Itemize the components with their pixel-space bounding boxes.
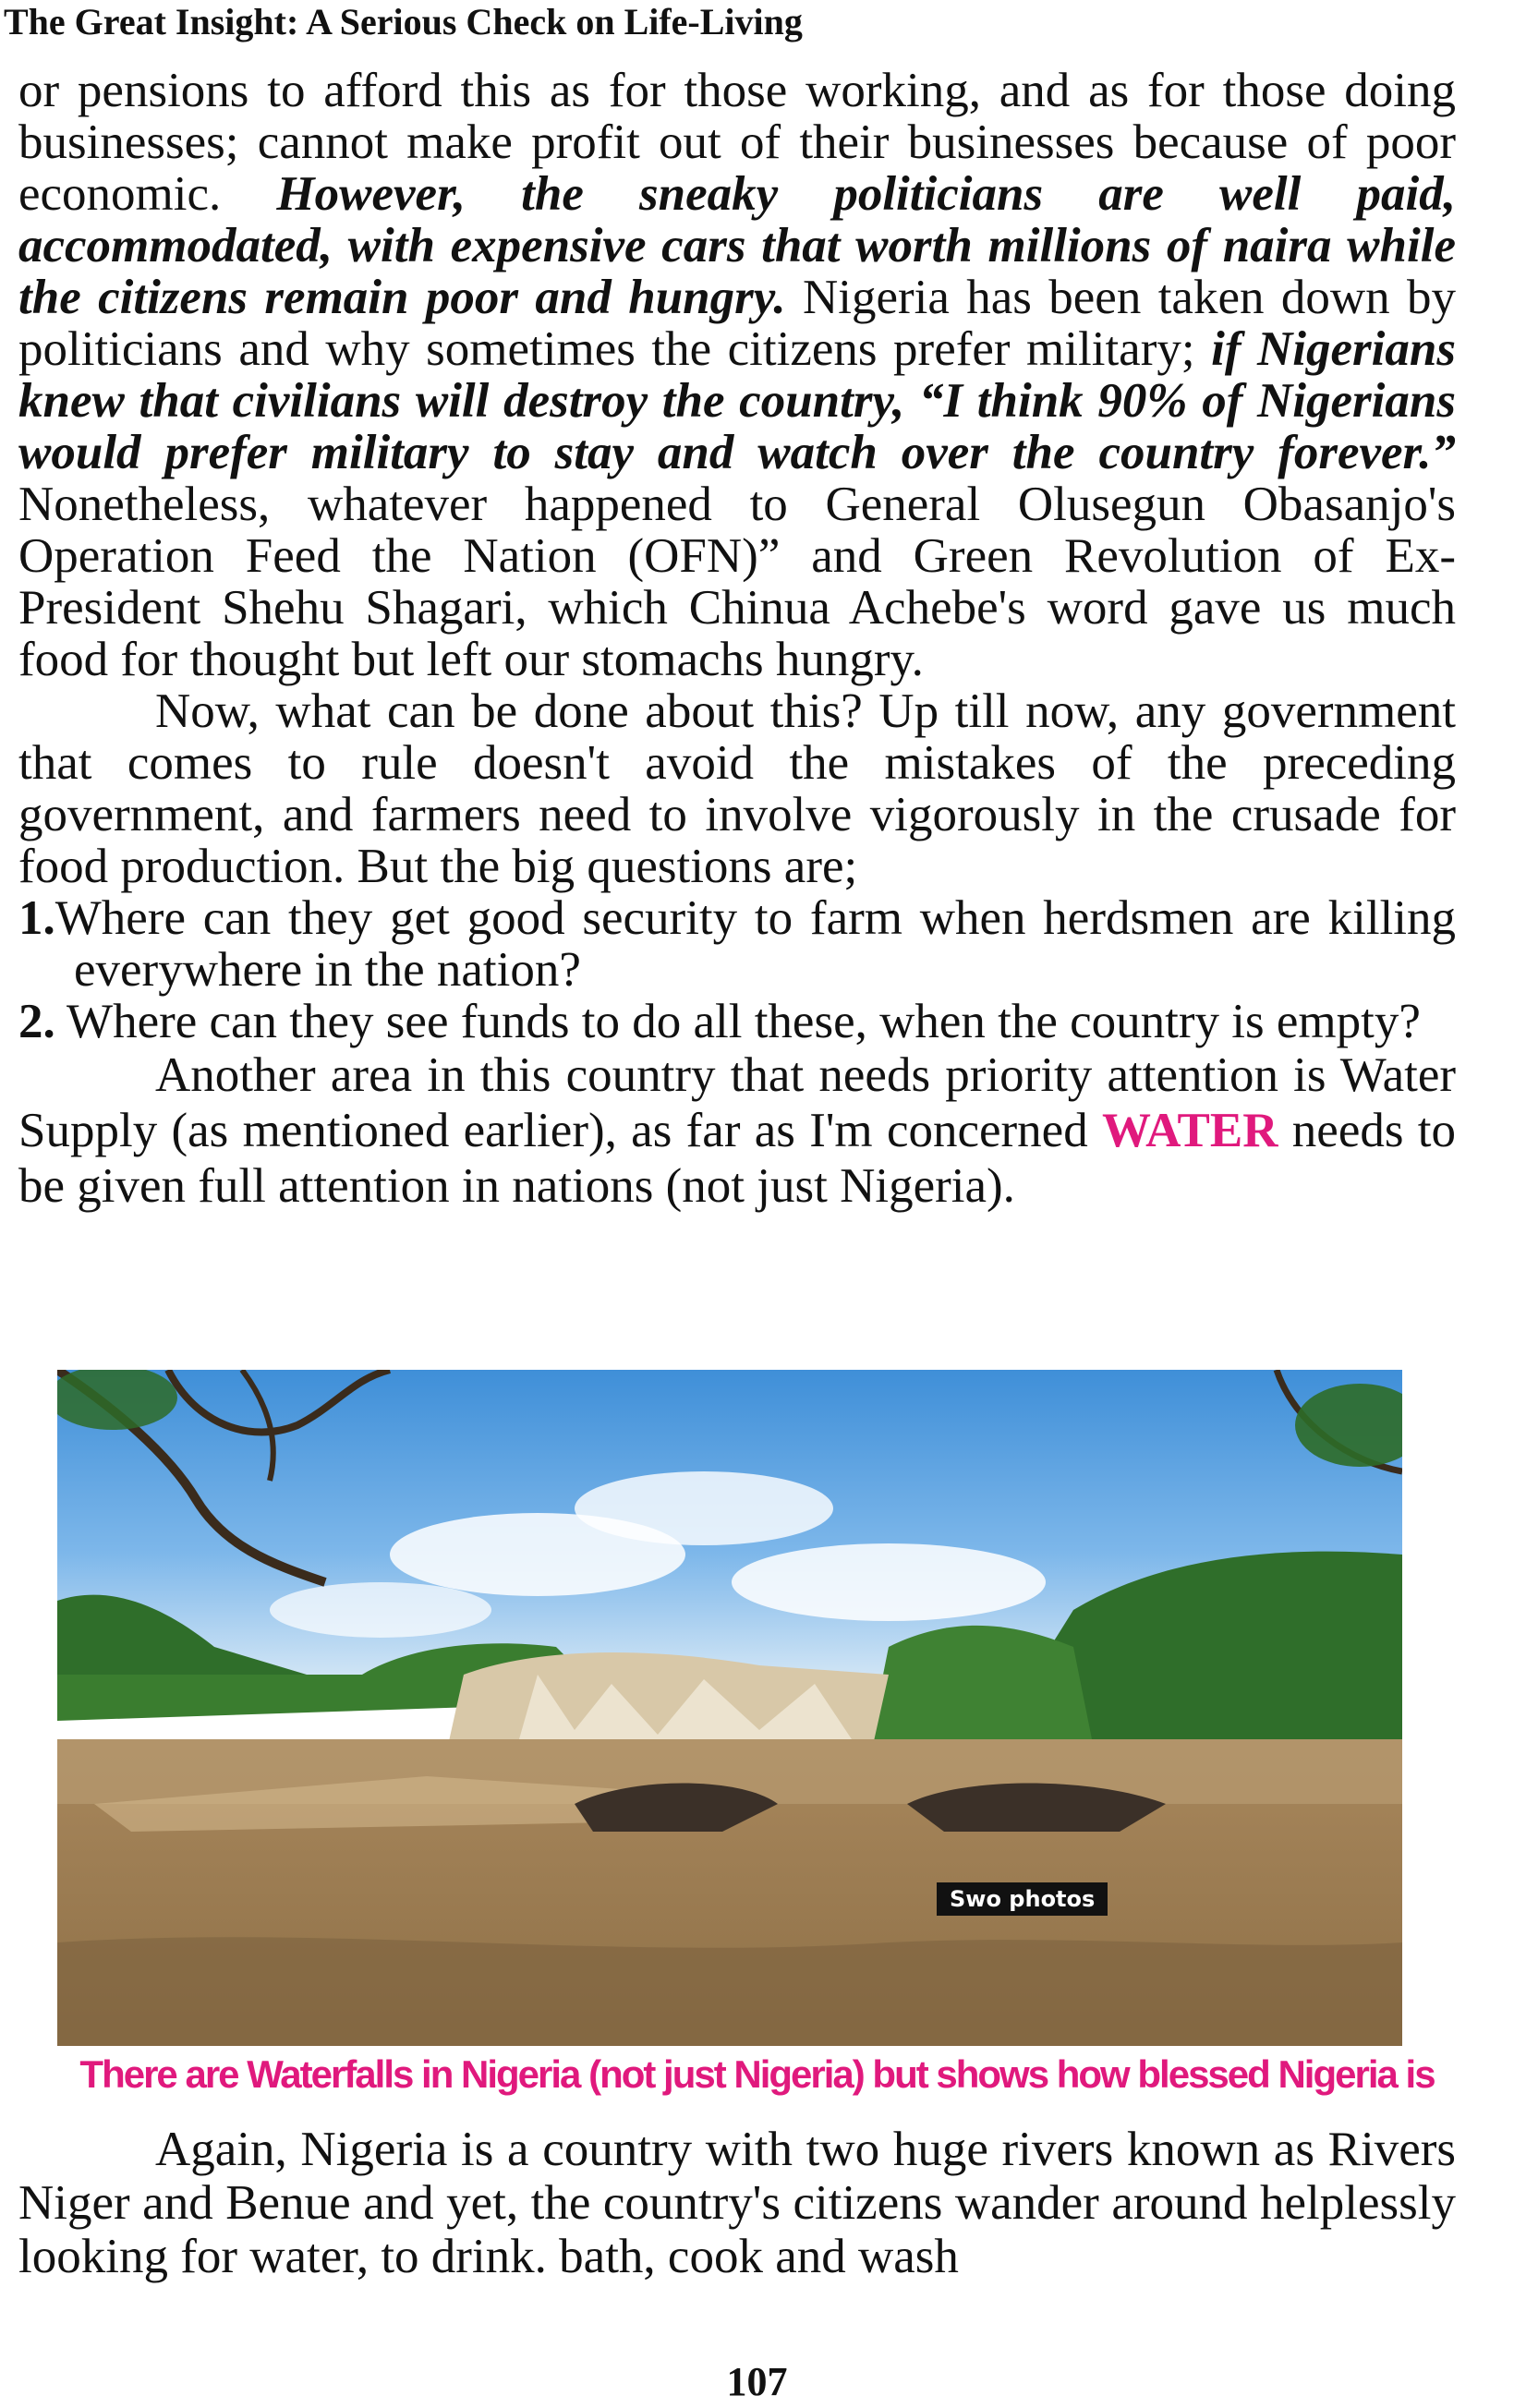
page-number: 107 — [726, 2359, 788, 2404]
waterfall-photo — [57, 1370, 1402, 2046]
photo-watermark: Swo photos — [937, 1882, 1108, 1916]
paragraph-water — [18, 1047, 1456, 1214]
paragraph-text: needs to be given full attention in nations (not just Nigeria). — [18, 1104, 1457, 1213]
list-number: 1. — [18, 891, 55, 945]
paragraph-questions: Now, what can be done about this? Up till now, any government that comes to rule doesn't avoid the mistakes of the preceding government, and farmers need to involve vigorously in the crusade for food production. But the big questions are; — [18, 684, 1456, 893]
list-item-2 — [18, 996, 1456, 1047]
photo-caption: There are Waterfalls in Nigeria (not just Nigeria) but shows how blessed Nigeria is — [79, 2052, 1435, 2096]
waterfall-illustration — [57, 1370, 1402, 2046]
body-text-upper — [18, 65, 1456, 1214]
list-number: 2. — [18, 995, 55, 1048]
list-text: Where can they get good security to farm when herdsmen are killing everywhere in the nation? — [55, 891, 1456, 997]
running-head: The Great Insight: A Serious Check on Life-Living — [4, 1, 803, 42]
list-text: Where can they see funds to do all these, when the country is empty? — [55, 995, 1421, 1048]
paragraph-text: or pensions to afford this as for those working, and as for those doing businesses; cannot make profit out of their businesses because of poor economic. — [18, 64, 1456, 221]
paragraph-rivers: Again, Nigeria is a country with two huge rivers known as Rivers Niger and Benue and yet, the country's citizens wander around helplessly looking for water, to drink. bath, cook and wash — [18, 2123, 1456, 2283]
emphasis-text: However, the sneaky politicians are well paid, accommodated, with expensive cars that worth millions of naira while the citizens remain poor and hungry. — [18, 167, 1456, 324]
paragraph-politicians — [18, 65, 1456, 685]
paragraph-text: Nigeria has been taken down by politicians and why sometimes the citizens prefer military; — [18, 271, 1457, 376]
paragraph-text: Another area in this country that needs priority attention is Water Supply (as mentioned earlier), as far as I'm concerned — [18, 1048, 1456, 1157]
list-item-1 — [18, 892, 1456, 996]
water-highlight: WATER — [1102, 1104, 1278, 1157]
paragraph-text: Nonetheless, whatever happened to General Olusegun Obasanjo's Operation Feed the Nation (OFN)” and Green Revolution of Ex-President Shehu Shagari, which Chinua Achebe's word gave us much food for thought but left our stomachs hungry. — [18, 478, 1456, 686]
body-text-lower — [18, 2123, 1456, 2283]
emphasis-quote: if Nigerians knew that civilians will destroy the country, “I think 90% of Nigerians would prefer military to stay and watch over the country forever.” — [18, 322, 1456, 479]
